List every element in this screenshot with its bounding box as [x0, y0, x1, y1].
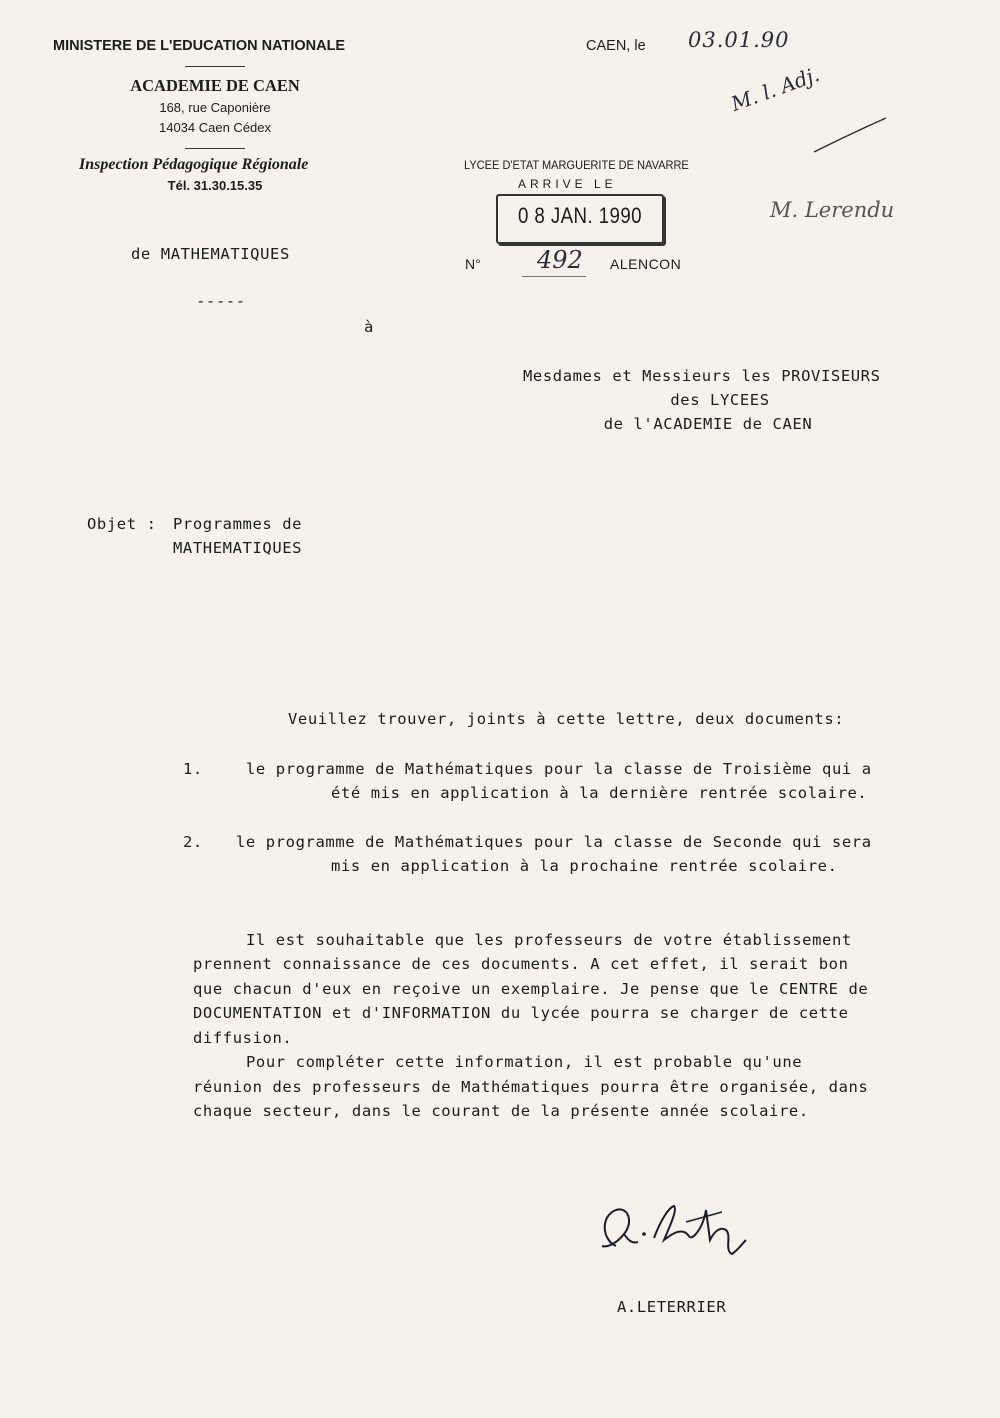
stamp-city: ALENCON — [610, 256, 682, 272]
item-2-line-2: mis en application à la prochaine rentrée scolaire. — [331, 857, 838, 875]
body-intro: Veuillez trouver, joints à cette lettre, deux documents: — [288, 710, 845, 728]
ministry-heading: MINISTERE DE L'EDUCATION NATIONALE — [53, 38, 346, 54]
handwritten-signature — [594, 1196, 754, 1266]
paragraph-1-line-2: prennent connaissance de ces documents. A cet effet, il serait bon — [193, 955, 849, 973]
academie-heading: ACADEMIE DE CAEN — [130, 76, 300, 95]
stamp-date: 0 8 JAN. 1990 — [517, 203, 643, 228]
handwritten-date: 03.01.90 — [688, 28, 790, 52]
signatory-name: A.LETERRIER — [617, 1298, 727, 1316]
stamp-number-label: N° — [465, 256, 481, 272]
addressee-line-3: de l'ACADEMIE de CAEN — [603, 415, 813, 433]
handwritten-note-name: M. Lerendu — [770, 198, 895, 222]
address-line-2: 14034 Caen Cédex — [158, 120, 272, 135]
item-1-line-1: le programme de Mathématiques pour la classe de Troisième qui a — [246, 760, 872, 778]
letterhead-rule-1 — [185, 66, 245, 67]
object-line-2: MATHEMATIQUES — [173, 539, 303, 557]
paragraph-1-line-5: diffusion. — [193, 1029, 293, 1047]
paragraph-1-line-4: DOCUMENTATION et d'INFORMATION du lycée pourra se charger de cette — [193, 1004, 849, 1022]
paragraph-2-line-3: chaque secteur, dans le courant de la présente année scolaire. — [193, 1102, 809, 1120]
handwritten-stroke — [810, 112, 890, 157]
telephone: Tél. 31.30.15.35 — [167, 178, 263, 193]
item-1-line-2: été mis en application à la dernière rentrée scolaire. — [331, 784, 868, 802]
stamp-arrived: ARRIVE LE — [518, 177, 617, 191]
item-2-line-1: le programme de Mathématiques pour la classe de Seconde qui sera — [236, 833, 872, 851]
handwritten-note-adjoint: M. l. Adj. — [727, 61, 823, 116]
stamp-number-line — [522, 276, 586, 277]
discipline: de MATHEMATIQUES — [131, 245, 290, 263]
inspection-heading: Inspection Pédagogique Régionale — [79, 156, 309, 173]
item-2-number: 2. — [183, 833, 203, 851]
paragraph-2-line-2: réunion des professeurs de Mathématiques pourra être organisée, dans — [193, 1078, 869, 1096]
address-line-1: 168, rue Caponière — [159, 100, 271, 115]
paragraph-1-line-3: que chacun d'eux en reçoive un exemplaire. Je pense que le CENTRE de — [193, 980, 869, 998]
addressee-line-1: Mesdames et Messieurs les PROVISEURS — [523, 367, 881, 385]
paragraph-1-line-1: Il est souhaitable que les professeurs de votre établissement — [246, 931, 852, 949]
addressee-prefix: à — [364, 318, 374, 336]
place-label: CAEN, le — [586, 38, 646, 54]
paragraph-2-line-1: Pour compléter cette information, il est probable qu'une — [246, 1053, 803, 1071]
stamp-school: LYCEE D'ETAT MARGUERITE DE NAVARRE — [464, 158, 689, 172]
object-line-1: Programmes de — [173, 515, 303, 533]
letterhead-rule-2 — [185, 148, 245, 149]
addressee-line-2: des LYCEES — [670, 391, 770, 409]
item-1-number: 1. — [183, 760, 203, 778]
object-label: Objet : — [87, 515, 157, 533]
dashes: ----- — [196, 292, 246, 310]
stamp-number: 492 — [537, 246, 583, 274]
